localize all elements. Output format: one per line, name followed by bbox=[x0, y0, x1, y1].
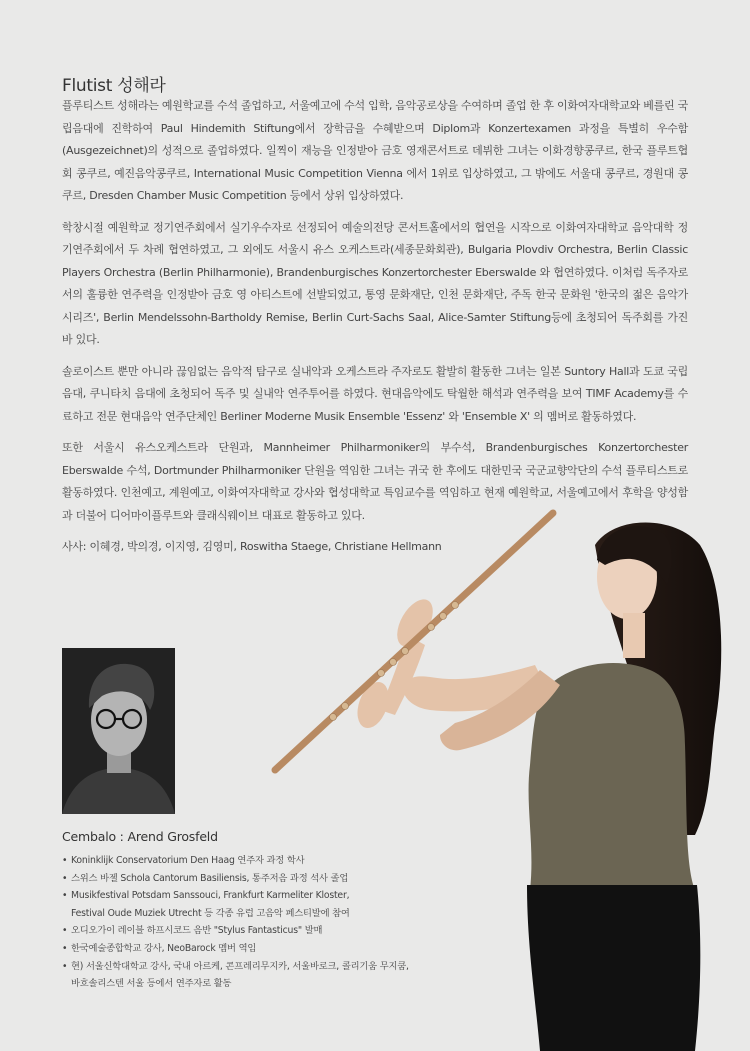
list-item: • 현) 서울신학대학교 강사, 국내 아르케, 콘프레리무지카, 서울바로크, 콜리기움 무지쿰, 바흐솔리스텐 서울 등에서 연주자로 활동 bbox=[62, 958, 442, 993]
bio-paragraph: 또한 서울시 유스오케스트라 단원과, Mannheimer Philharmoniker의 부수석, Brandenburgisches Konzertorchester Eberswalde 수석, Dortmunder Philharmoniker 단원을 역임한 그녀는 귀국 한 후에도 대한민국 국군교향악단의 수석 플루티스트로 활동하였다. 인천예고, 계원예고, 이화여자대학교 강사와 협성대학교 특임교수를 역임하고 현재 예원학교, 서울예고에서 후학을 양성함과 더불어 디어마이플루트와 클래식웨이브 대표로 활동하고 있다. bbox=[62, 441, 688, 522]
teachers-credit: 사사: 이혜경, 박의경, 이지영, 김영미, Roswitha Staege, Christiane Hellmann bbox=[62, 540, 442, 553]
bullet-icon: • bbox=[62, 872, 68, 884]
list-item: • Koninklijk Conservatorium Den Haag 연주자 과정 학사 bbox=[62, 852, 442, 870]
sleeveless-top bbox=[529, 663, 695, 890]
list-item: • Musikfestival Potsdam Sanssouci, Frankfurt Karmeliter Kloster, Festival Oude Muziek Utrecht 등 각종 유럽 고음악 페스티발에 참여 bbox=[62, 887, 442, 922]
neck bbox=[623, 613, 645, 658]
bio-paragraph: 솔로이스트 뿐만 아니라 끊임없는 음악적 탐구로 실내악과 오케스트라 주자로도 활발히 활동한 그녀는 일본 Suntory Hall과 도쿄 국립음대, 쿠니타치 음대에 초청되어 독주 및 실내악 연주투어를 하였다. 현대음악에도 탁월한 해석과 연주력을 보여 TIMF Academy를 수료하고 전문 현대음악 연주단체인 Berliner Moderne Musik Ensemble 'Essenz' 와 'Ensemble X' 의 멤버로 활동하였다. bbox=[62, 364, 688, 423]
bio-paragraph: 플루티스트 성해라는 예원학교를 수석 졸업하고, 서울예고에 수석 입학, 음악공로상을 수여하며 졸업 한 후 이화여자대학교와 베를린 국립음대에 진학하여 Paul Hindemith Stiftung에서 장학금을 수혜받으며 Diplom과 Konzertexamen 과정을 특별히 우수함(Ausgezeichnet)의 성적으로 졸업하였다. 일찍이 재능을 인정받아 금호 영재콘서트로 데뷔한 그녀는 이화경향콩쿠르, 한국 플루트협회 콩쿠르, 예진음악콩쿠르, International Music Competition Vienna 에서 1위로 입상하였고, 그 밖에도 서울대 콩쿠르, 경원대 콩쿠르, Dresden Chamber Music Competition 등에서 상위 입상하였다. bbox=[62, 99, 688, 202]
list-item: • 한국예술종합학교 강사, NeoBarock 멤버 역임 bbox=[62, 940, 442, 958]
cembalo-title: Cembalo : Arend Grosfeld bbox=[62, 829, 218, 844]
list-item: • 오디오가이 레이블 하프시코드 음반 "Stylus Fantasticus" 발매 bbox=[62, 922, 442, 940]
flute bbox=[275, 513, 553, 770]
trousers bbox=[527, 885, 700, 1051]
bullet-icon: • bbox=[62, 855, 68, 866]
bullet-icon: • bbox=[62, 960, 68, 972]
cembalo-career-list bbox=[62, 852, 442, 993]
list-item: • 스위스 바젤 Schola Cantorum Basiliensis, 통주저음 과정 석사 졸업 bbox=[62, 870, 442, 888]
cembalist-portrait bbox=[62, 648, 175, 814]
bio-paragraph: 학창시절 예원학교 정기연주회에서 실기우수자로 선정되어 예술의전당 콘서트홀에서의 협연을 시작으로 이화여자대학교 음악대학 정기연주회에서 두 차례 협연하였고, 그 외에도 서울시 유스 오케스트라(세종문화회관), Bulgaria Plovdiv Orchestra, Berlin Classic Players Orchestra (Berlin Philharmonie), Brandenburgisches Konzertorchester Eberswalde 와 협연하였다. 이처럼 독주자로서의 훌륭한 연주력을 인정받아 금호 영 아티스트에 선발되었고, 통영 문화재단, 인천 문화재단, 주독 한국 문화원 '한국의 젊은 음악가 시리즈', Berlin Mendelssohn-Bartholdy Remise, Berlin Curt-Sachs Saal, Alice-Samter Stiftung등에 초청되어 독주회를 가진 바 있다. bbox=[62, 220, 688, 346]
flutist-title: Flutist 성해라 bbox=[62, 76, 166, 97]
bullet-icon: • bbox=[62, 925, 68, 937]
bullet-icon: • bbox=[62, 890, 68, 902]
bullet-icon: • bbox=[62, 942, 68, 954]
flutist-biography bbox=[62, 95, 688, 568]
